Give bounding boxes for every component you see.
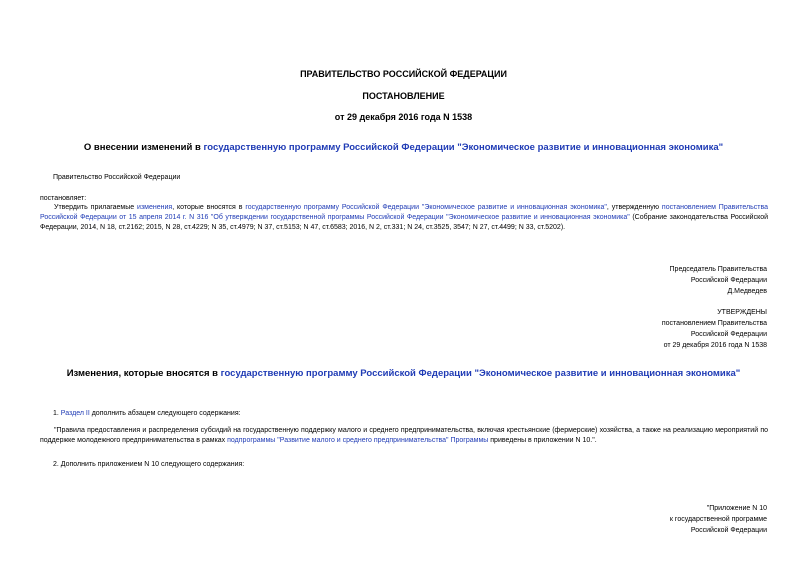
- preamble-decides: постановляет:: [40, 195, 87, 202]
- signature-name: Д.Медведев: [727, 288, 767, 295]
- appendix-heading: "Приложение N 10: [706, 505, 767, 512]
- title-program-link[interactable]: государственную программу Российской Федерации "Экономическое развитие и инновационная экономика": [203, 142, 724, 153]
- appendix-line: Российской Федерации: [690, 527, 767, 534]
- changes-title: [0, 368, 807, 379]
- document-title: [0, 142, 807, 153]
- preamble-government: Правительство Российской Федерации: [53, 174, 181, 181]
- approval-line: постановлением Правительства: [661, 320, 767, 327]
- subprogram-link[interactable]: подпрограммы "Развитие малого и среднего предпринимательства" Программы: [227, 437, 489, 445]
- quoted-paragraph: [40, 426, 768, 446]
- document-type: ПОСТАНОВЛЕНИЕ: [362, 91, 445, 101]
- section-ii-link[interactable]: Раздел II: [60, 410, 90, 417]
- item-1-text: дополнить абзацем следующего содержания:: [89, 410, 241, 417]
- appendix-block: [670, 503, 767, 536]
- resolution-link[interactable]: постановлением Правительства Российской Федерации от 15 апреля 2014 г. N 316 "Об утверждении государственной программы Российской Федерации "Экономическое развитие и инновационная экономика": [40, 204, 769, 222]
- approval-block: [662, 307, 767, 351]
- quote-text: приведены в приложении N 10.".: [488, 437, 597, 445]
- item-1: [53, 410, 241, 417]
- approval-heading: УТВЕРЖДЕНЫ: [717, 309, 767, 316]
- item-2: 2. Дополнить приложением N 10 следующего содержания:: [53, 461, 245, 468]
- program-link[interactable]: государственную программу Российской Федерации "Экономическое развитие и инновационная экономика": [245, 204, 607, 211]
- paragraph-text: , которые вносятся в: [172, 204, 246, 211]
- document-date: от 29 декабря 2016 года N 1538: [334, 112, 473, 122]
- signature-title: Председатель Правительства: [669, 266, 767, 273]
- quote-text: "Правила предоставления и распределения субсидий на государственную поддержку малого и среднего предпринимательства, включая крестьянские (фермерские) хозяйства, а также на реализацию мероприятий по поддержке молодежного предпринимательства в рамках: [40, 427, 768, 445]
- paragraph-text: (Собрание законодательства Российской Федерации, 2014, N 18, ст.2162; 2015, N 28, ст.4229; N 35, ст.4979; N 37, ст.5153; N 47, ст.6583; 2016, N 2, ст.331; N 24, ст.3525, 3547; N 27, ст.4499; N 33, ст.5202).: [40, 214, 769, 232]
- signature-block: [670, 264, 767, 297]
- paragraph-text: , утвержденную: [606, 204, 662, 211]
- changes-link[interactable]: изменения: [137, 204, 173, 211]
- changes-title-program-link[interactable]: государственную программу Российской Федерации "Экономическое развитие и инновационная экономика": [220, 368, 741, 379]
- appendix-line: к государственной программе: [669, 516, 767, 523]
- approval-date: от 29 декабря 2016 года N 1538: [663, 342, 767, 349]
- approval-line: Российской Федерации: [690, 331, 767, 338]
- decree-paragraph: [40, 203, 768, 234]
- government-heading: ПРАВИТЕЛЬСТВО РОССИЙСКОЙ ФЕДЕРАЦИИ: [300, 69, 507, 79]
- item-1-number: 1.: [53, 410, 61, 417]
- title-prefix: О внесении изменений в: [83, 142, 204, 153]
- signature-country: Российской Федерации: [690, 277, 767, 284]
- changes-title-prefix: Изменения, которые вносятся в: [66, 368, 221, 379]
- paragraph-text: Утвердить прилагаемые: [54, 204, 138, 211]
